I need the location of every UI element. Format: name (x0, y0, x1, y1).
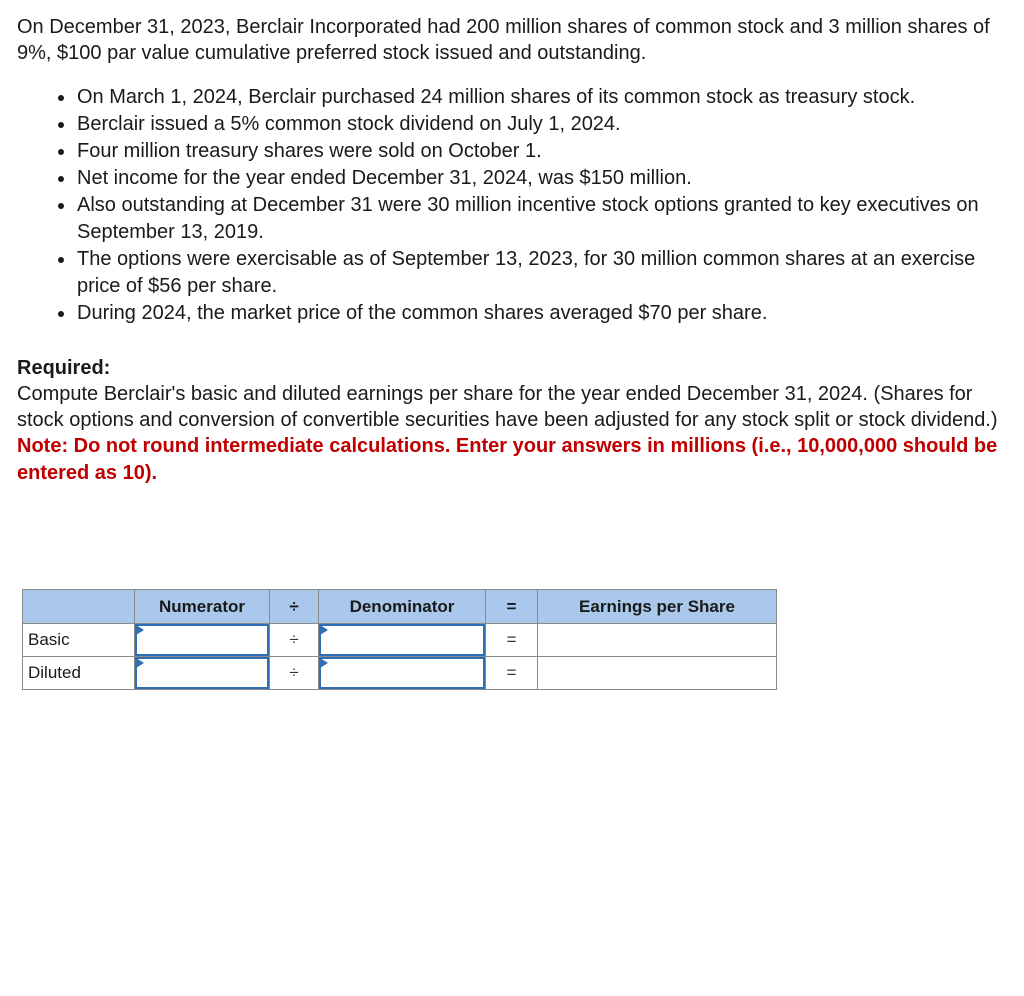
row-label-diluted: Diluted (23, 657, 135, 690)
diluted-eps-value (538, 657, 777, 690)
header-equals: = (486, 590, 538, 624)
header-label (23, 590, 135, 624)
diluted-denominator-input[interactable] (319, 657, 485, 689)
diluted-numerator-input[interactable] (135, 657, 269, 689)
header-denominator: Denominator (319, 590, 486, 624)
list-item: • Four million treasury shares were sold on October 1. (76, 138, 1012, 165)
input-marker-icon (136, 658, 144, 668)
list-item: • Also outstanding at December 31 were 30 million incentive stock options granted to key executives on September 13, 2019. (76, 192, 1012, 246)
basic-denominator-input[interactable] (319, 624, 485, 656)
list-item: • Berclair issued a 5% common stock dividend on July 1, 2024. (76, 111, 1012, 138)
header-numerator: Numerator (135, 590, 270, 624)
eps-table (22, 589, 777, 690)
diluted-denominator-cell (319, 657, 486, 690)
list-item: • The options were exercisable as of September 13, 2023, for 30 million common shares at an exercise price of $56 per share. (76, 246, 1012, 300)
equals-sign: = (486, 624, 538, 657)
header-divide: ÷ (270, 590, 319, 624)
required-body: Compute Berclair's basic and diluted earnings per share for the year ended December 31, 2024. (Shares for stock options and conversion of convertible securities have been adjusted for any stock split or stock dividend.) (17, 383, 998, 431)
problem-content (17, 14, 1012, 487)
list-item: • On March 1, 2024, Berclair purchased 24 million shares of its common stock as treasury stock. (76, 84, 1012, 111)
required-heading: Required: (17, 357, 111, 379)
table-row (23, 624, 777, 657)
row-label-basic: Basic (23, 624, 135, 657)
divide-sign: ÷ (270, 624, 319, 657)
list-item: • During 2024, the market price of the common shares averaged $70 per share. (76, 300, 1012, 327)
list-item: • Net income for the year ended December 31, 2024, was $150 million. (76, 165, 1012, 192)
basic-eps-value (538, 624, 777, 657)
intro-paragraph: On December 31, 2023, Berclair Incorporated had 200 million shares of common stock and 3 million shares of 9%, $100 par value cumulative preferred stock issued and outstanding. (17, 16, 990, 64)
header-eps: Earnings per Share (538, 590, 777, 624)
divide-sign: ÷ (270, 657, 319, 690)
table-row (23, 657, 777, 690)
basic-denominator-cell (319, 624, 486, 657)
basic-numerator-input[interactable] (135, 624, 269, 656)
diluted-numerator-cell (135, 657, 270, 690)
equals-sign: = (486, 657, 538, 690)
instruction-note: Note: Do not round intermediate calculations. Enter your answers in millions (i.e., 10,000,000 should be entered as 10). (17, 435, 998, 484)
facts-list (17, 84, 1012, 327)
input-marker-icon (136, 625, 144, 635)
table-header-row (23, 590, 777, 624)
input-marker-icon (320, 658, 328, 668)
basic-numerator-cell (135, 624, 270, 657)
input-marker-icon (320, 625, 328, 635)
